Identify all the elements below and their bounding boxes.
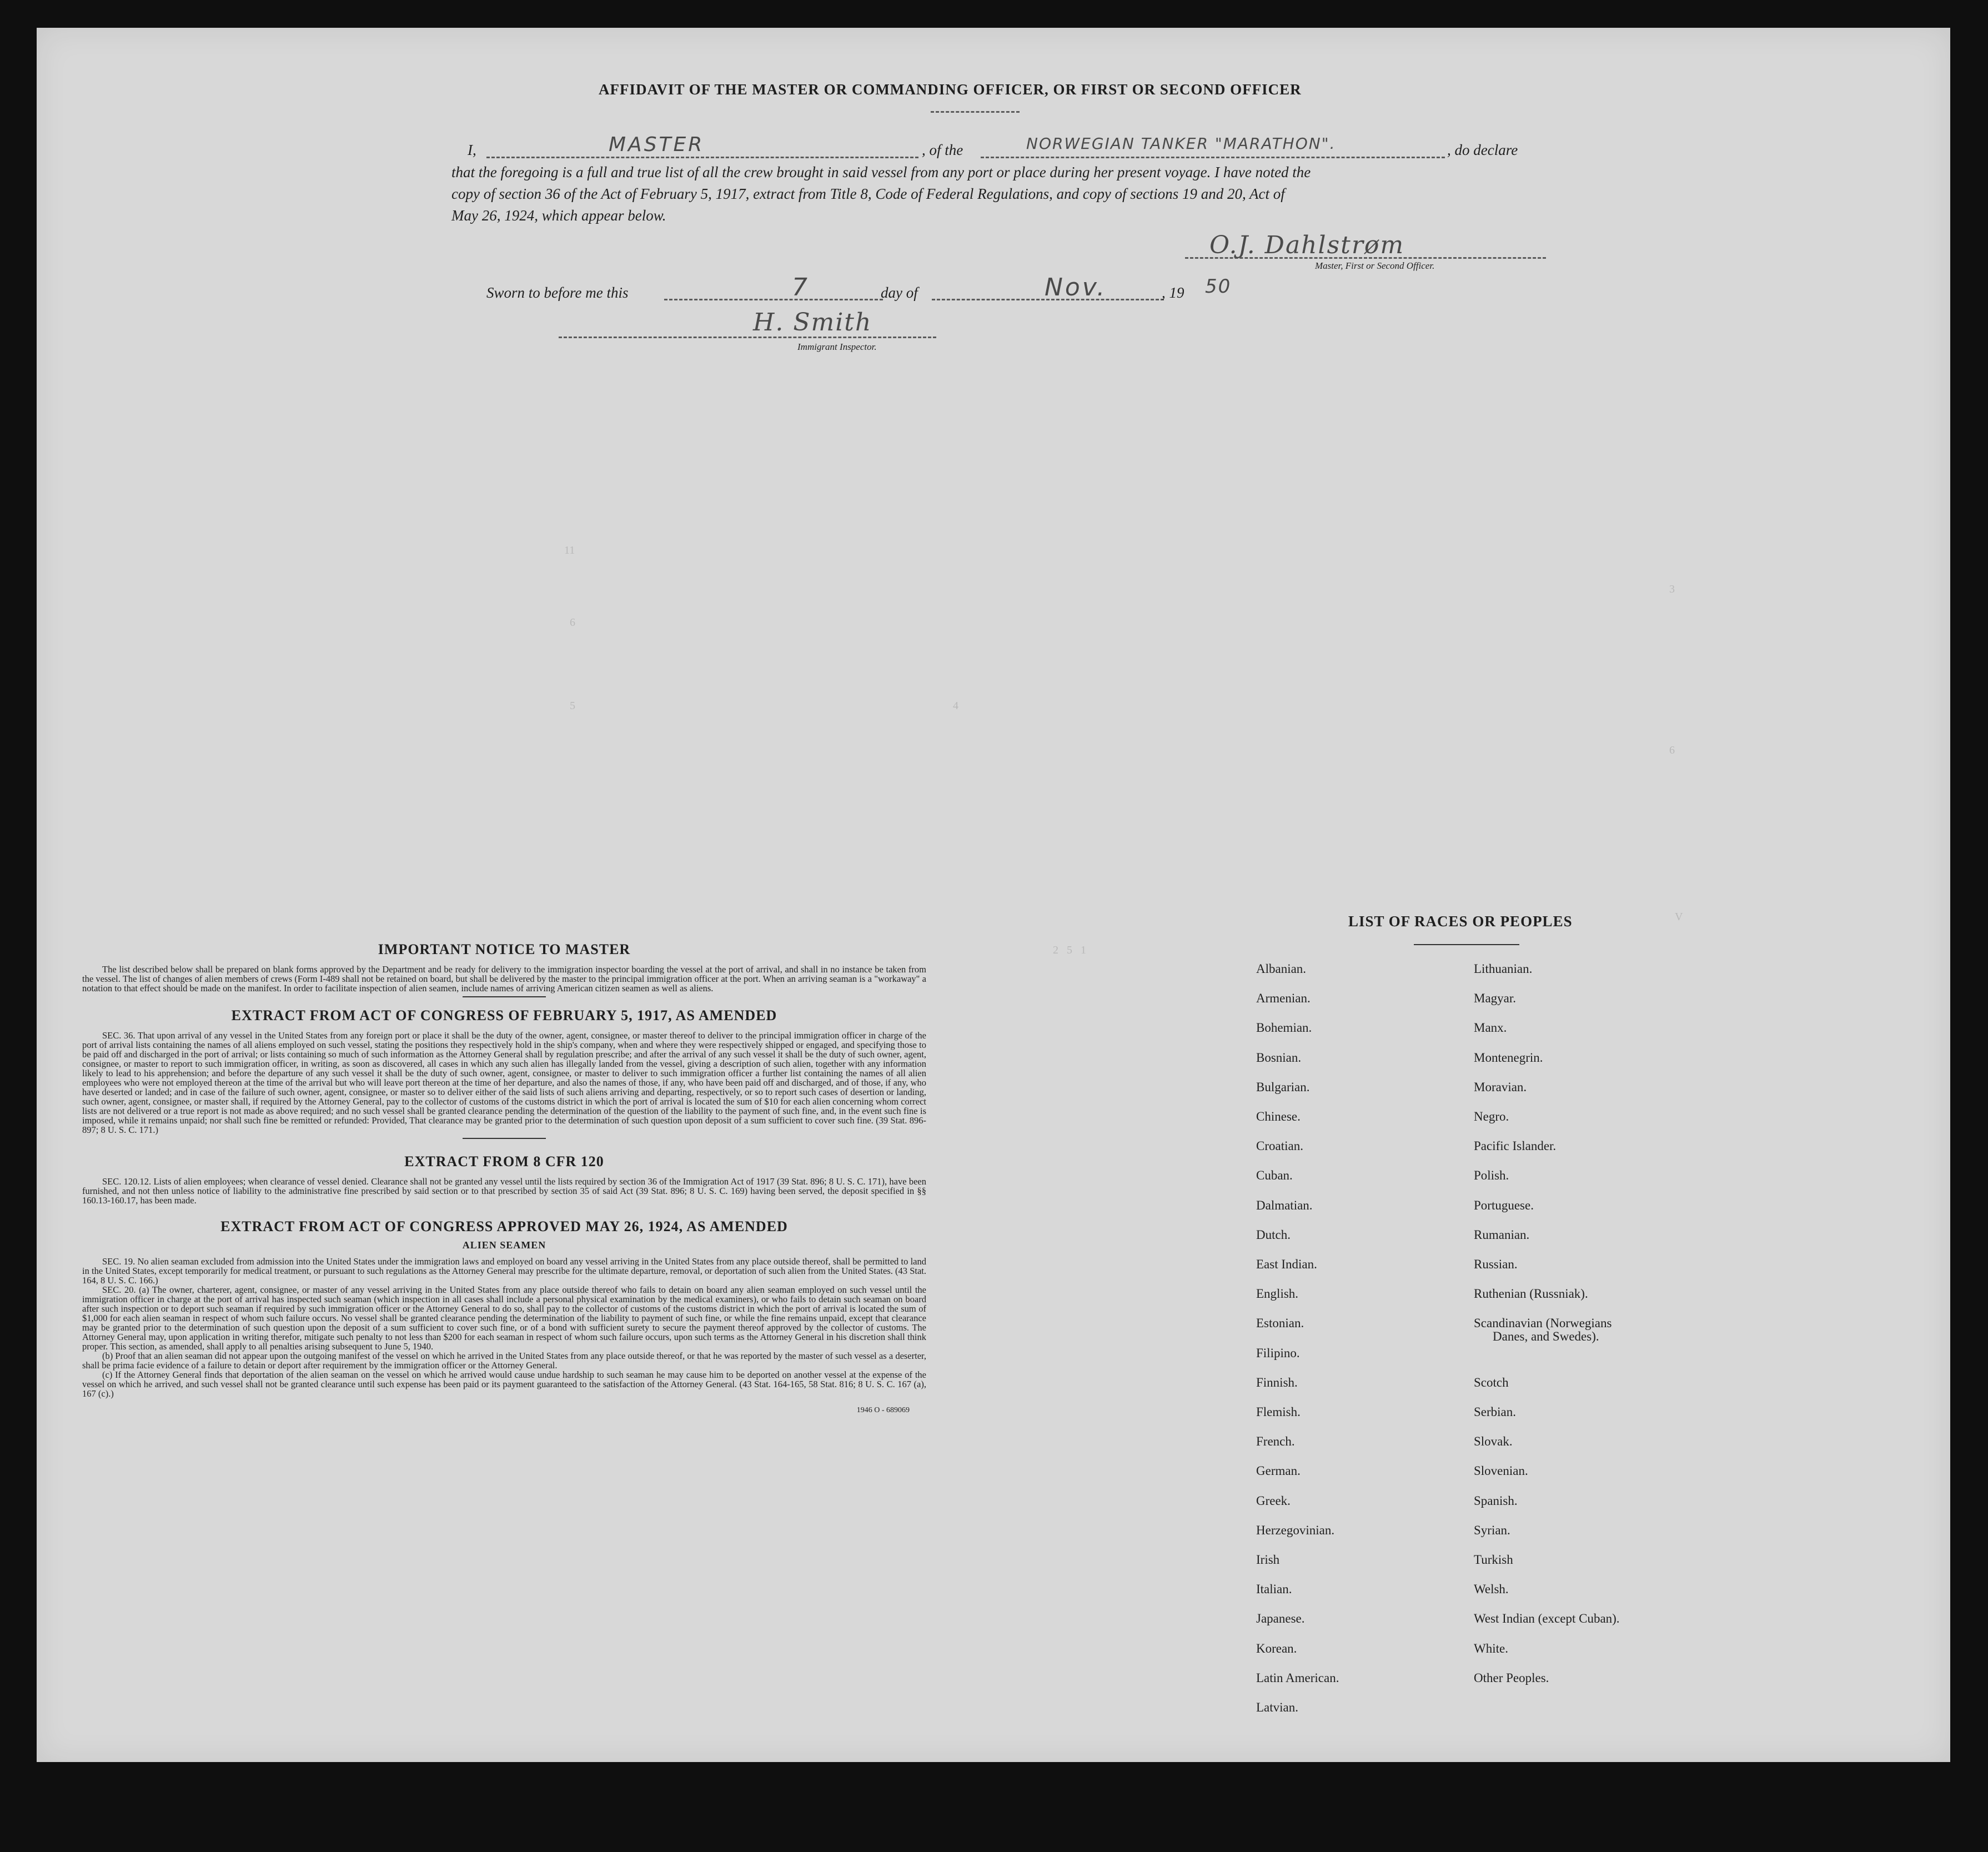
race-item: Dutch. — [1256, 1228, 1291, 1242]
races-heading: LIST OF RACES OR PEOPLES — [1348, 913, 1573, 930]
race-item: Scandinavian (Norwegians — [1474, 1316, 1612, 1330]
race-item: Montenegrin. — [1474, 1051, 1543, 1065]
race-item: Pacific Islander. — [1474, 1139, 1557, 1153]
race-item: Latin American. — [1256, 1671, 1339, 1685]
sec20a-text: SEC. 20. (a) The owner, charterer, agent, consignee, or master of any vessel arriving in the United States from any place outside thereof who fails to detain on board any alien seaman employed on such vessel until the immigration officer in charge at the port of arrival has inspected such seaman (which inspection in all cases shall include a personal physical examination by the medical examiners), or who fails to detain such seaman on board after such inspection or to deport such seaman if required by such immigration officer or the Attorney General to do so, shall pay to the collector of customs of the customs district in which the port of arrival is located the sum of $1,000 for each alien seaman in respect of whom such failure occurs. No vessel shall be granted clearance pending the determination of the liability to payment of such fine, or while the fine remains unpaid, except that clearance may be granted prior to the determination of such question upon the deposit of a sum sufficient to cover such fine, or of a bond with sufficient surety to secure the payment thereof approved by the collector of customs. The Attorney General may, upon application in writing therefor, mitigate such penalty to not less than $200 for each seaman in respect of whom such failure occurs, upon such terms as the Attorney General in his discretion shall think proper. This section, as amended, shall apply to all penalties arising subsequent to June 5, 1940. — [82, 1284, 926, 1352]
race-item: Latvian. — [1256, 1700, 1298, 1714]
inspector-caption: Immigrant Inspector. — [797, 342, 877, 352]
extract-cfr-text: SEC. 120.12. Lists of alien employees; when clearance of vessel denied. Clearance shall not be granted any vessel until the lists required by section 36 of the Immigration Act of 1917 (39 Stat. 896; 8 U. S. C. 171), have been furnished, and not then unless notice of liability to the administrative fine prescribed by said section or to that prescribed by section 35 of said Act (39 Stat. 896; 8 U. S. C. 169) having been served, the deposit specified in §§ 160.13-160.17, has been made. — [82, 1176, 926, 1206]
extract-1917-heading: EXTRACT FROM ACT OF CONGRESS OF FEBRUARY 5, 1917, AS AMENDED — [231, 1007, 777, 1023]
race-item: Turkish — [1474, 1553, 1513, 1567]
declare-label: , do declare — [1447, 142, 1518, 158]
year-entry: 50 — [1205, 275, 1232, 298]
race-item: Syrian. — [1474, 1523, 1510, 1537]
race-item: Rumanian. — [1474, 1228, 1530, 1242]
affidavit-line4: May 26, 1924, which appear below. — [451, 207, 666, 224]
race-item: White. — [1474, 1642, 1508, 1655]
race-item: Welsh. — [1474, 1582, 1509, 1596]
notice-heading: IMPORTANT NOTICE TO MASTER — [378, 941, 631, 957]
affidavit-line3: copy of section 36 of the Act of February 5, 1917, extract from Title 8, Code of Federal Regulations, and copy of sections 19 and 20, Act of — [451, 185, 1285, 202]
notice-section — [82, 941, 926, 1415]
sec20c-text: (c) If the Attorney General finds that deportation of the alien seaman on the vessel on which he arrived would cause undue hardship to such seaman he may cause him to be deported on another vessel at the expense of the vessel on which he arrived, and such vessel shall not be granted clearance until such expense has been paid or its payment guaranteed to the satisfaction of the Attorney General. (43 Stat. 164-165, 58 Stat. 816; 8 U. S. C. 167 (a), 167 (c).) — [82, 1369, 926, 1399]
race-item: Magyar. — [1474, 991, 1517, 1005]
affidavit-i-label: I, — [468, 142, 476, 158]
race-item: Armenian. — [1256, 991, 1311, 1005]
officer-caption: Master, First or Second Officer. — [1315, 260, 1435, 271]
race-item: Other Peoples. — [1474, 1671, 1549, 1685]
sec20b-text: (b) Proof that an alien seaman did not appear upon the outgoing manifest of the vessel on which he arrived in the United States from any place outside thereof, or that he was reported by the master of such vessel as a deserter, shall be prima facie evidence of a failure to detain or deport after requirement by the immigration officer or the Attorney General. — [82, 1350, 926, 1371]
race-item: Scotch — [1474, 1376, 1509, 1389]
race-item: Moravian. — [1474, 1080, 1527, 1094]
affidavit-title: AFFIDAVIT OF THE MASTER OR COMMANDING OFFICER, OR FIRST OR SECOND OFFICER — [599, 81, 1302, 98]
race-item: Slovenian. — [1474, 1464, 1528, 1478]
sworn-label: Sworn to before me this — [486, 284, 629, 301]
race-item: Manx. — [1474, 1021, 1507, 1035]
vessel-entry: NORWEGIAN TANKER "MARATHON". — [1026, 134, 1336, 153]
print-code: 1946 O - 689069 — [856, 1406, 910, 1414]
race-item: Flemish. — [1256, 1405, 1301, 1419]
race-item: Greek. — [1256, 1494, 1291, 1508]
race-item: Bosnian. — [1256, 1051, 1302, 1065]
notice-text: The list described below shall be prepared on blank forms approved by the Department and be ready for delivery to the immigration inspector boarding the vessel at the port of arrival, and shall in no instance be taken from the vessel. The list of changes of alien members of crews (Form I-489 shall not be retained on board, but shall be delivered by the master to the principal immigration officer at the port. When an arriving seaman is a "workaway" a notation to that effect should be made on the manifest. In order to facilitate inspection of alien seamen, include names of arriving American citizen seamen as well as aliens. — [82, 964, 926, 993]
race-item: Portuguese. — [1474, 1198, 1534, 1212]
race-item: Korean. — [1256, 1642, 1297, 1655]
race-item: Ruthenian (Russniak). — [1474, 1287, 1588, 1301]
race-item: Irish — [1256, 1553, 1280, 1567]
race-item: Chinese. — [1256, 1110, 1301, 1123]
race-item: East Indian. — [1256, 1257, 1317, 1271]
month-entry: Nov. — [1045, 273, 1107, 302]
race-item: Russian. — [1474, 1257, 1518, 1271]
master-signature: O.J. Dahlstrøm — [1209, 231, 1405, 259]
race-item: Croatian. — [1256, 1139, 1303, 1153]
race-item: Bohemian. — [1256, 1021, 1312, 1035]
race-item: West Indian (except Cuban). — [1474, 1612, 1620, 1625]
race-item: Italian. — [1256, 1582, 1292, 1596]
race-item: Japanese. — [1256, 1612, 1305, 1625]
race-item: Dalmatian. — [1256, 1198, 1313, 1212]
race-item: Polish. — [1474, 1168, 1509, 1182]
race-item: Filipino. — [1256, 1346, 1300, 1360]
race-item: Bulgarian. — [1256, 1080, 1310, 1094]
race-item: Estonian. — [1256, 1316, 1304, 1330]
extract-1917-text: SEC. 36. That upon arrival of any vessel in the United States from any foreign port or place it shall be the duty of the owner, agent, consignee, or master thereof to deliver to the principal immigration officer in charge of the port of arrival lists containing the names of all aliens employed on such vessel, stating the positions they respectively hold in the ship's company, when and where they were respectively shipped or engaged, and specifying those to be paid off and discharged in the port of arrival; or lists containing so much of such information as the Attorney General shall by regulation prescribe; and after the arrival of any such vessel it shall be the duty of such owner, agent, consignee, or master to report to such immigration officer, in writing, as soon as discovered, all cases in which any such alien has illegally landed from the vessel, giving a description of such alien, together with any information likely to lead to his apprehension; and before the departure of any such vessel it shall be the duty of such owner, agent, consignee, or master to deliver to such immigration officer a further list containing the names of all alien employees who were not employed thereon at the time of the arrival but who will leave port thereon at the time of her departure, and also the names of those, if any, who have been paid off and discharged, and of those, if any, who have deserted or landed; and in case of the failure of such owner, agent, consignee, or master so to deliver either of the said lists of such aliens arriving and departing, respectively, or so to report such cases of desertion or landing, such owner, agent, consignee, or master shall, if required by the Attorney General, pay to the collector of customs of the customs district in which the port of arrival is located the sum of $10 for each alien concerning whom correct lists are not delivered or a true report is not made as above required; and no such vessel shall be granted clearance pending the determination of the question of the liability to the payment of such fine, and, in the event such fine is imposed, while it remains unpaid; nor shall such fine be remitted or refunded: Provided, That clearance may be granted prior to the determination of such question upon deposit of a sum sufficient to cover such fine. (39 Stat. 896-897; 8 U. S. C. 171.) — [82, 1030, 926, 1135]
sec19-text: SEC. 19. No alien seaman excluded from admission into the United States under the immigration laws and employed on board any vessel arriving in the United States from any place outside thereof, shall be permitted to land in the United States, except temporarily for medical treatment, or pursuant to such regulations as the Attorney General may prescribe for the ultimate departure, removal, or deportation of such alien from the United States. (43 Stat. 164, 8 U. S. C. 166.) — [82, 1256, 926, 1286]
document-sheet: 11 6 5 4 3 6 V 2 5 1 AFFIDAVIT OF THE MASTER OR COMMANDING OFFICER, OR FIRST OR SECOND OFFICER I, MASTER , of the NORWEGIAN TANKER "MARATHON". , do declare that the foregoing is a full and true list of all the crew brought in said vessel from any port or place during her present voyage. I have noted the copy of section 36 of the Act of February 5, 1917, extract from Title 8, Code of Federal Regulations, and copy of sections 19 and 20, Act of May 26, 1924, which appear below. O.J. Dahlstrøm Master, First or Second Officer. Sworn to before me this 7 day of Nov. , 19 50 H. Smith Immigrant Inspector. IMPORTANT NOTICE TO MASTER The list described below shall be prepared on blank forms approved by the Department and be ready for delivery to the immigration inspector boarding the vessel at the port of arrival, and shall in no instance be taken from the vessel. The list of changes of alien members of crews (Form I-489 shall not be retained on board, but shall be delivered by the master to the principal immigration officer at the port. When an arriving seaman is a "workaway" a notation to that effect should be made on the manifest. In order to facilitate inspection of alien seamen, include names of arriving American citizen seamen as well as aliens. EXTRACT FROM ACT OF CONGRESS OF FEBRUARY 5, 1917, AS AMENDED SEC. 36. That upon arrival of any vessel in the United States from any foreign port or place it shall be the duty of the owner, agent, consignee, or master thereof to deliver to the principal immigration officer in charge of the port of arrival lists containing the names of all aliens employed on such vessel, stating the positions they respectively hold in the ship's company, when and where they were respectively shipped or engaged, and specifying those to be paid off and discharged in the port of arrival; or lists containing so much of such information as the Attorney General shall by regulation prescribe; and after the arrival of any such vessel it shall be the duty of such owner, agent, consignee, or master to report to such immigration officer, in writing, as soon as discovered, all cases in which any such alien has illegally landed from the vessel, giving a description of such alien, together with any information likely to lead to his apprehension; and before the departure of any such vessel it shall be the duty of such owner, agent, consignee, or master to deliver to such immigration officer a further list containing the names of all alien employees who were not employed thereon at the time of the arrival but who will leave port thereon at the time of her departure, and also the names of those, if any, who have been paid off and discharged, and of those, if any, who have deserted or landed; and in case of the failure of such owner, agent, consignee, or master so to deliver either of the said lists of such aliens arriving and departing, respectively, or so to report such cases of desertion or landing, such owner, agent, consignee, or master shall, if required by the Attorney General, pay to the collector of customs of the customs district in which the port of arrival is located the sum of $10 for each alien concerning whom correct lists are not delivered or a true report is not made as above required; and no such vessel shall be granted clearance pending the determination of the question of the liability to the payment of such fine, and, in the event such fine is imposed, while it remains unpaid; nor shall such fine be remitted or refunded: Provided, That clearance may be granted prior to the determination of such question upon deposit of a sum sufficient to cover such fine. (39 Stat. 896-897; 8 U. S. C. 171.) EXTRACT FROM 8 CFR 120 SEC. 120.12. Lists of alien employees; when clearance of vessel denied. Clearance shall not be granted any vessel until the lists required by section 36 of the Immigration Act of 1917 (39 Stat. 896; 8 U. S. C. 171), have been furnished, and not then unless notice of liability to the administrative fine prescribed by said section or to that prescribed by section 35 of said Act (39 Stat. 896; 8 U. S. C. 169) having been served, the deposit specified in §§ 160.13-160.17, has been made. EXTRACT FROM ACT OF CONGRESS APPROVED MAY 26, 1924, AS AMENDED ALIEN SEAMEN SEC. 19. No alien seaman excluded from admission into the United States under the immigration laws and employed on board any vessel arriving in the United States from any place outside thereof, shall be permitted to land in the United States, except temporarily for medical treatment, or pursuant to such regulations as the Attorney General may prescribe for the ultimate departure, removal, or deportation of such alien from the United States. (43 Stat. 164, 8 U. S. C. 166.) SEC. 20. (a) The owner, charterer, agent, consignee, or master of any vessel arriving in the United States from any place outside thereof who fails to detain on board any alien seaman employed on such vessel until the immigration officer in charge at the port of arrival has inspected such seaman (which inspection in all cases shall include a personal physical examination by the medical examiners), or who fails to detain such seaman on board after such inspection or to deport such seaman if required by such immigration officer or the Attorney General to do so, shall pay to the collector of customs of the customs district in which the port of arrival is located the sum of $1,000 for each alien seaman in respect of whom such failure occurs. No vessel shall be granted clearance pending the determination of the liability to payment of such fine, or while the fine remains unpaid, except that clearance may be granted prior to the determination of such question upon the deposit of a sum sufficient to cover such fine, or of a bond with sufficient surety to secure the payment thereof approved by the collector of customs. The Attorney General may, upon application in writing therefor, mitigate such penalty to not less than $200 for each seaman in respect of whom such failure occurs, upon such terms as the Attorney General in his discretion shall think proper. This section, as amended, shall apply to all penalties arising subsequent to June 5, 1940. (b) Proof that an alien seaman did not appear upon the outgoing manifest of the vessel on which he arrived in the United States from any place outside thereof, or that he was reported by the master of such vessel as a deserter, shall be prima facie evidence of a failure to detain or deport after requirement by the immigration officer or the Attorney General. (c) If the Attorney General finds that deportation of the alien seaman on the vessel on which he arrived would cause undue hardship to such seaman he may cause him to be deported on another vessel at the expense of the vessel on which he arrived, and such vessel shall not be granted clearance until such expense has been paid or its payment guaranteed to the satisfaction of the Attorney General. (43 Stat. 164-165, 58 Stat. 816; 8 U. S. C. 167 (a), 167 (c).) 1946 O - 689069 LIST OF RACES OR PEOPLES Albanian. Armenian. Bohemian. Bosnian. Bulgarian. Chinese. Croatian. Cuban. Dalmatian. Dutch. East Indian. English. Estonian. Filipino. Finnish. Flemish. French. German. Greek. Herzegovinian. Irish Italian. Japanese. Korean. Latin American. Latvian. Lithuanian. Magyar. Manx. Montenegrin. Moravian. Negro. Pacific Islander. Polish. Portuguese. Rumanian. Russian. Ruthenian (Russniak). Scandinavian (Norwegians Danes, and Swedes). Scotch Serbian. Slovak. Slovenian. Spanish. Syrian. Turkish Welsh. West Indian (except Cuban). White. Other Peoples. — [37, 28, 1950, 1762]
day-of-label: day of — [881, 284, 918, 301]
of-the-label: , of the — [922, 142, 963, 158]
race-item: German. — [1256, 1464, 1301, 1478]
year-prefix: , 19 — [1162, 284, 1184, 301]
race-item: French. — [1256, 1434, 1295, 1448]
extract-1924-heading: EXTRACT FROM ACT OF CONGRESS APPROVED MAY 26, 1924, AS AMENDED — [220, 1218, 788, 1234]
affidavit-line2: that the foregoing is a full and true list of all the crew brought in said vessel from any port or place during her present voyage. I have noted the — [451, 164, 1311, 180]
race-item: Serbian. — [1474, 1405, 1517, 1419]
race-item: Cuban. — [1256, 1168, 1293, 1182]
race-item: Herzegovinian. — [1256, 1523, 1335, 1537]
inspector-signature: H. Smith — [753, 308, 872, 337]
race-item: Lithuanian. — [1474, 962, 1533, 976]
alien-seamen-subheading: ALIEN SEAMEN — [462, 1239, 546, 1251]
race-item: Finnish. — [1256, 1376, 1298, 1389]
race-item: English. — [1256, 1287, 1299, 1301]
extract-cfr-heading: EXTRACT FROM 8 CFR 120 — [404, 1153, 604, 1170]
race-item: Danes, and Swedes). — [1493, 1329, 1599, 1343]
master-entry: MASTER — [609, 133, 705, 156]
race-item: Spanish. — [1474, 1494, 1518, 1508]
race-item: Slovak. — [1474, 1434, 1513, 1448]
day-entry: 7 — [792, 273, 810, 302]
race-item: Albanian. — [1256, 962, 1307, 976]
race-item: Negro. — [1474, 1110, 1509, 1123]
